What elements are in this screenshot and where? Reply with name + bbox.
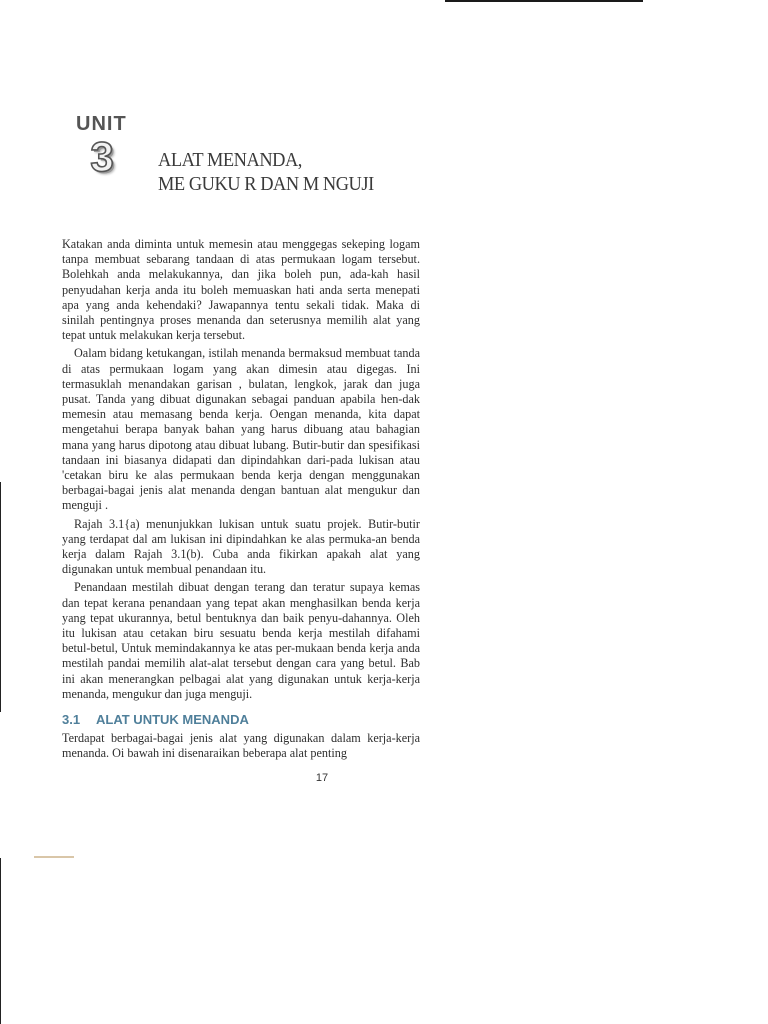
chapter-title-line-1: ALAT MENANDA,	[158, 149, 302, 171]
section-paragraph: Terdapat berbagai-bagai jenis alat yang digunakan dalam kerja-kerja menanda. Oi bawah ini disenaraikan beberapa alat penting	[62, 731, 420, 761]
unit-number-badge: 3	[90, 133, 114, 180]
paragraph: Oalam bidang ketukangan, istilah menanda bermaksud membuat tanda di atas permukaan logam yang akan dimesin atau digegas. Ini termasuklah menandakan garisan , bulatan, lengkok, jarak dan juga pusat. Tanda yang dibuat digunakan sebagai panduan apabila hen-dak memesin atau memasang benda kerja. Oengan menanda, kita dapat mengetahui berapa banyak bahan yang harus dibuang atau bahagian mana yang harus dipotong atau dibuat lubang. Butir-butir dan spesifikasi tandaan ini biasanya didapati dan dipindahkan dari-pada lukisan atau 'cetakan biru ke alas permukaan benda kerja dengan menggunakan berbagai-bagai jenis alat menanda dengan bantuan alat mengukur dan menguji .	[62, 346, 420, 513]
top-rule	[445, 0, 643, 2]
section-heading	[62, 712, 249, 727]
chapter-title	[158, 148, 374, 196]
footer-rule	[34, 856, 74, 858]
page-number: 17	[315, 772, 329, 784]
scan-edge-line	[0, 482, 1, 712]
section-number: 3.1	[62, 712, 81, 727]
paragraph: Katakan anda diminta untuk memesin atau menggegas sekeping logam tanpa membuat sebarang tandaan di atas permukaan logam tersebut. Bolehkah anda melakukannya, dan jika boleh pun, ada-kah hasil penyudahan kerja anda itu boleh memuaskan hati anda serta menepati apa yang anda kehendaki? Jawapannya tentu sekali tidak. Maka di sinilah pentingnya proses menanda dan seterusnya memilih alat yang tepat untuk melakukan kerja tersebut.	[62, 237, 420, 343]
paragraph: Rajah 3.1{a) menunjukkan lukisan untuk suatu projek. Butir-butir yang terdapat dal am lukisan ini dipindahkan ke alas permuka-an benda kerja dalam Rajah 3.1(b). Cuba anda fikirkan apakah alat yang digunakan untuk membual penandaan itu.	[62, 516, 420, 577]
section-title: ALAT UNTUK MENANDA	[96, 712, 249, 727]
chapter-title-line-2: ME GUKU R DAN M NGUJI	[158, 173, 374, 195]
scan-edge-line	[0, 858, 1, 1024]
paragraph: Penandaan mestilah dibuat dengan terang dan teratur supaya kemas dan tepat kerana penandaan yang tepat akan menghasilkan benda kerja yang tepat ukurannya, betul bentuknya dan baik penyu-dahannya. Oleh itu lukisan atau cetakan biru sesuatu benda kerja mestilah difahami betul-betul, Untuk memindakannya ke atas per-mukaan benda kerja anda mestilah pandai memilih alat-alat tersebut dengan cara yang betul. Bab ini akan menerangkan pelbagai alat yang digunakan untuk kerja-kerja menanda, mengukur dan juga menguji.	[62, 580, 420, 701]
body-text	[62, 237, 420, 705]
unit-label: UNIT	[76, 113, 127, 135]
